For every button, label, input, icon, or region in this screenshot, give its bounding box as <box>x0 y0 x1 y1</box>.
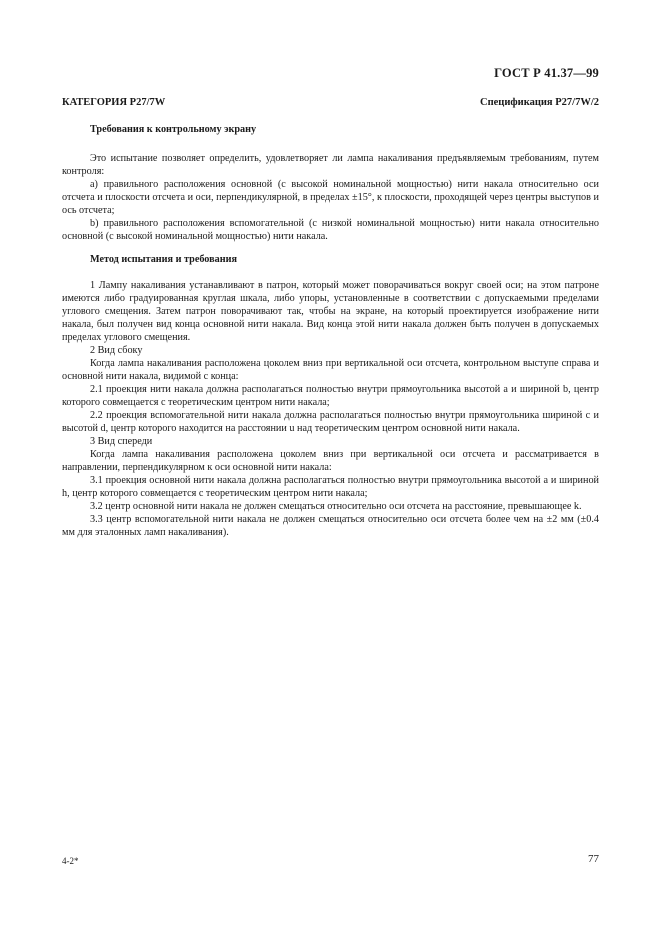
paragraph: 3.1 проекция основной нити накала должна располагаться полностью внутри прямоугольника высотой a и шириной h, центр которого совмещается с теоретическим центром нити накала; <box>62 475 599 499</box>
subheading-front-view: 3 Вид спереди <box>90 436 153 447</box>
paragraph: Это испытание позволяет определить, удовлетворяет ли лампа накаливания предъявляемым требованиям, путем контроля: <box>62 153 599 177</box>
paragraph: 2.2 проекция вспомогательной нити накала должна располагаться полностью внутри прямоугольника шириной c и высотой d, центр которого находится на расстоянии u над теоретическим центром основной нити накала. <box>62 410 599 434</box>
standard-id: ГОСТ Р 41.37—99 <box>494 66 599 80</box>
subheading-side-view: 2 Вид сбоку <box>90 345 143 356</box>
paragraph: b) правильного расположения вспомогательной (с низкой номинальной мощностью) нити накала относительно основной (с высокой номинальной мощностью) нити накала. <box>62 218 599 242</box>
sheet-signature: 4-2* <box>62 856 79 866</box>
paragraph: Когда лампа накаливания расположена цоколем вниз при вертикальной оси отсчета, контрольном выступе справа и основной нити накала, видимой с конца: <box>62 358 599 382</box>
header-row <box>62 97 599 108</box>
section-title-test-method: Метод испытания и требования <box>90 254 237 265</box>
paragraph: 1 Лампу накаливания устанавливают в патрон, который может поворачиваться вокруг своей оси; на этом патроне имеются либо градуированная круглая шкала, либо упоры, установленные в соответствии с допускаемыми пределами углового смещения. Затем патрон поворачивают так, чтобы на экране, на который проектируется изображение нити накала, был получен вид конца основной нити накала. Вид конца этой нити накала должен быть получен в допускаемых пределах углового смещения. <box>62 280 599 343</box>
paragraph: 3.2 центр основной нити накала не должен смещаться относительно оси отсчета на расстояние, превышающее k. <box>90 501 582 512</box>
paragraph: 3.3 центр вспомогательной нити накала не должен смещаться относительно оси отсчета более чем на ±2 мм (±0.4 мм для эталонных ламп накаливания). <box>62 514 599 538</box>
document-body <box>62 119 599 539</box>
paragraph: 2.1 проекция нити накала должна располагаться полностью внутри прямоугольника высотой a и шириной b, центр которого совмещается с теоретическим центром нити накала; <box>62 384 599 408</box>
paragraph: Когда лампа накаливания расположена цоколем вниз при вертикальной оси отсчета и рассматривается в направлении, перпендикулярном к оси основной нити накала: <box>62 449 599 473</box>
specification-label: Спецификация P27/7W/2 <box>479 97 599 108</box>
section-title-screen-requirements: Требования к контрольному экрану <box>90 124 257 135</box>
category-label: КАТЕГОРИЯ P27/7W <box>62 97 166 108</box>
paragraph: а) правильного расположения основной (с высокой номинальной мощностью) нити накала относительно оси отсчета и плоскости отсчета и оси, перпендикулярной, в пределах ±15°, к плоскости, проходящей через центры выступов и ось отсчета; <box>62 179 599 216</box>
page-number: 77 <box>588 853 599 865</box>
